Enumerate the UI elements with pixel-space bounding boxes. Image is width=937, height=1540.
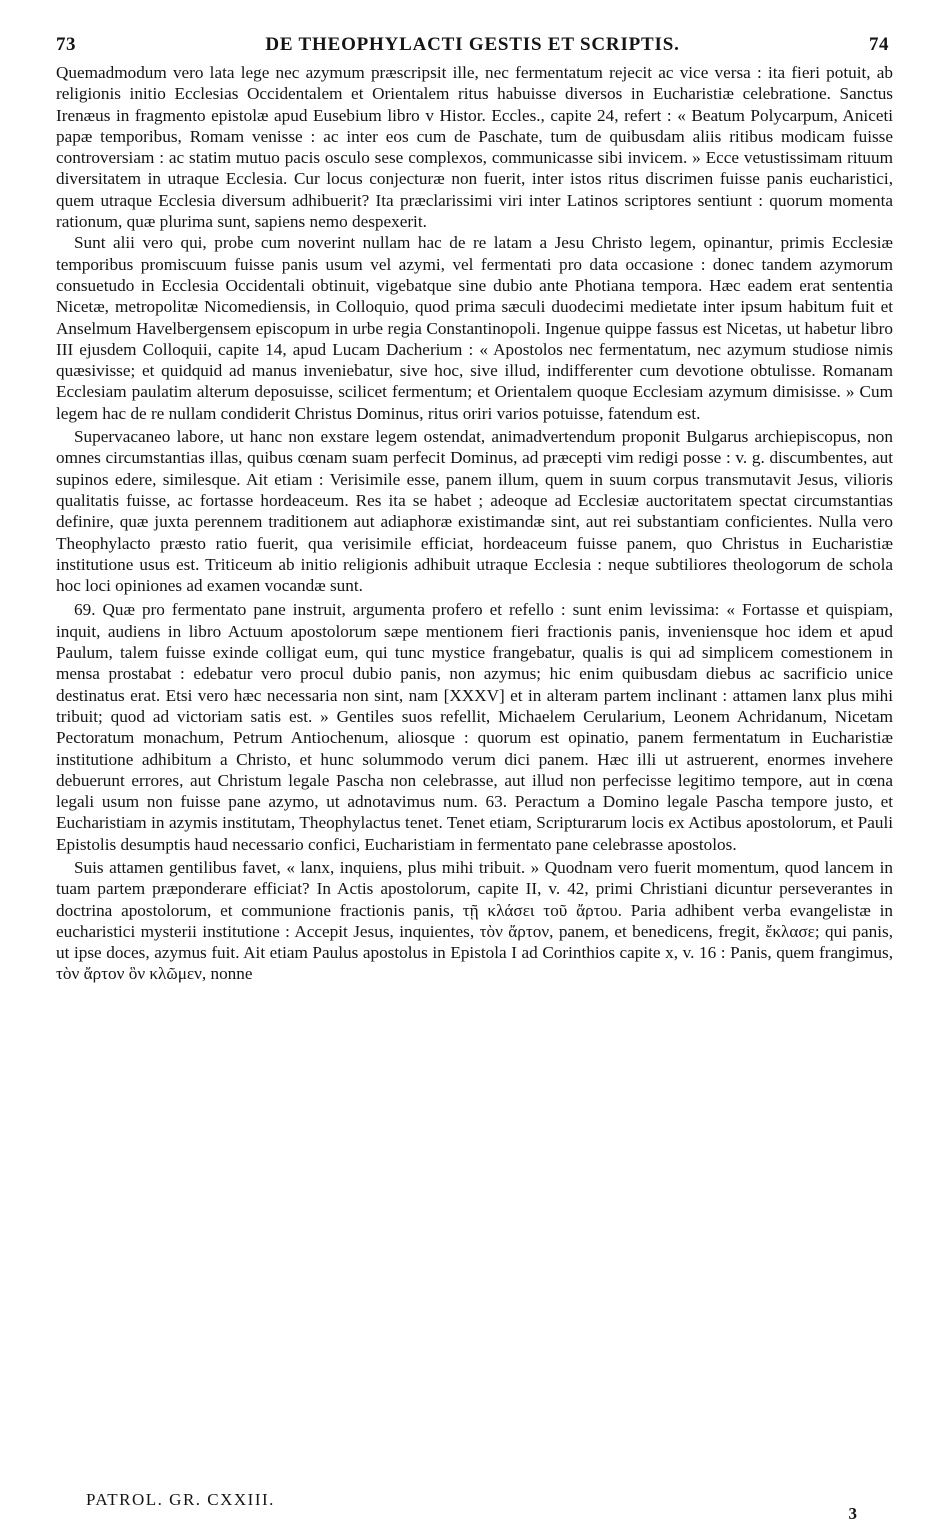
page-number-left: 73 (56, 34, 76, 55)
page-footer (86, 1490, 857, 1524)
paragraph-section-69: 69. Quæ pro fermentato pane instruit, argumenta profero et refello : sunt enim levissima: « Fortasse et quispiam, inquit, audiens in libro Actuum apostolorum sæpe mentionem fieri fractionis panis, inveniensque hoc idem et apud Paulum, talem fuisse exinde colligat eum, qui tunc mystice frangebatur, qualis is qui ad simplicem comestionem in mensa prostabat : edebatur vero procul dubio panis, non azymus; hic enim quibusdam diebus ac sacrificio unice destinatus erat. Etsi vero hæc necessaria non sint, nam [XXXV] et in alteram partem inclinant : attamen lanx plus mihi tribuit; quod ad victoriam satis est. » Gentiles suos refellit, Michaelem Cerularium, Leonem Achridanum, Nicetam Pectoratum monachum, Petrum Antiochenum, aliosque : quorum est opinatio, panem fermentatum in Eucharistiæ institutione adhibitum a Christo, et hunc solummodo verum dici panem. Hæc illi ut astruerent, enormes invehere debuerunt errores, aut Christum legale Pascha non celebrasse, aut illud non perfecisse legitimo tempore, aut in cœna legali usum non fuisse pane azymo, ut adnotavimus num. 63. Peractum a Domino legale Pascha tempore justo, et Eucharistiam in azymis institutam, Theophylactus tenet. Tenet etiam, Scripturarum locis ex Actibus apostolorum, et Pauli Epistolis desumptis haud necessario confici, Eucharistiam in fermentato pane celebrasse apostolos. (56, 600, 893, 854)
running-header (56, 34, 893, 56)
body-text (56, 62, 893, 985)
paragraph: Sunt alii vero qui, probe cum noverint nullam hac de re latam a Jesu Christo legem, opinantur, primis Ecclesiæ temporibus promiscuum fuisse panis usum vel azymi, vel fermentati pro data occasione : donec tandem azymorum consuetudo in Ecclesia Occidentali obtinuit, vigebatque sine dubio ante Photiana tempora. Hæc eadem erat sententia Nicetæ, metropolitæ Nicomediensis, in Colloquio, quod prima sæculi duodecimi medietate inter ipsum habitum fuit et Anselmum Havelbergensem episcopum in urbe regia Constantinopoli. Ingenue quippe fassus est Nicetas, ut habetur libro III ejusdem Colloquii, capite 14, apud Lucam Dacherium : « Apostolos nec fermentatum, nec azymum studiose nimis quæsivisse; et quidquid ad manus inveniebatur, sive hoc, sive illud, indifferenter cum devotione obtulisse. Romanam Ecclesiam paulatim alterum deposuisse, scilicet fermentum; et Orientalem quoque Ecclesiam azymum dimisisse. » Cum legem hac de re nullam condiderit Christus Dominus, ritus oriri varios potuisse, fatendum est. (56, 233, 893, 423)
running-title: DE THEOPHYLACTI GESTIS ET SCRIPTIS. (265, 34, 680, 55)
paragraph: Suis attamen gentilibus favet, « lanx, inquiens, plus mihi tribuit. » Quodnam vero fuerit momentum, quod lancem in tuam partem præponderare efficiat? In Actis apostolorum, capite II, v. 42, primi Christiani dicuntur perseverantes in doctrina apostolorum, et communione fractionis panis, τῇ κλάσει τοῦ ἄρτου. Paria adhibent verba evangelistæ in eucharistici mysterii institutione : Accepit Jesus, inquientes, τὸν ἄρτον, panem, et benedicens, fregit, ἔκλασε; qui panis, ut ipse doces, azymus fuit. Ait etiam Paulus apostolus in Epistola I ad Corinthios capite x, v. 16 : Panis, quem frangimus, τὸν ἄρτον ὃν κλῶμεν, nonne (56, 857, 893, 984)
sheet-number: 3 (848, 1504, 857, 1523)
footer-signature: PATROL. GR. CXXIII. (86, 1490, 275, 1509)
paragraph: Supervacaneo labore, ut hanc non exstare legem ostendat, animadvertendum proponit Bulgarus archiepiscopus, non omnes circumstantias illas, quibus cœnam suam perfecit Dominus, ad præcepti vim redigi posse : v. g. discumbentes, aut supinos edere, similesque. Ait etiam : Verisimile esse, panem illum, quem in suum corpus transmutavit Jesus, vilioris qualitatis fuisse, ac fortasse hordeaceum. Res ita se habet ; adeoque ad Ecclesiæ auctoritatem spectat circumstantias definire, quæ juxta perennem traditionem aut adiaphoræ existimandæ sint, aut rei substantiam conficientes. Nulla vero Theophylacto præsto ratio fuerit, qua verisimile efficiat, hordeaceum fuisse panem, quo Christus in Eucharistiæ institutione usus est. Triticeum ab initio religionis adhibuit utraque Ecclesia : neque subtiliores theologorum de schola hoc loci opiniones ad examen vocandæ sunt. (56, 427, 893, 596)
page-number-right: 74 (868, 34, 889, 55)
paragraph: Quemadmodum vero lata lege nec azymum præscripsit ille, nec fermentatum rejecit ac vice versa : ita fieri potuit, ab religionis initio Ecclesias Occidentalem et Orientalem ritus habuisse diversos in Eucharistiæ celebratione. Sanctus Irenæus in fragmento epistolæ apud Eusebium libro v Histor. Eccles., capite 24, refert : « Beatum Polycarpum, Aniceti papæ temporibus, Romam venisse : ac inter eos cum de Paschate, tum de quibusdam aliis ritibus modicam fuisse controversiam : ac statim mutuo pacis osculo sese complexos, communicasse sibi invicem. » Ecce vetustissimam rituum diversitatem in utraque Ecclesia. Cur locus conjecturæ non fuerit, inter istos ritus discrimen fuisse panis eucharistici, quem utraque Ecclesia diversum adhibuerit? Ita præclarissimi viri inter Latinos scriptores sentiunt : quorum momenta rationum, quæ plurima sunt, sapiens nemo despexerit. (56, 63, 893, 232)
